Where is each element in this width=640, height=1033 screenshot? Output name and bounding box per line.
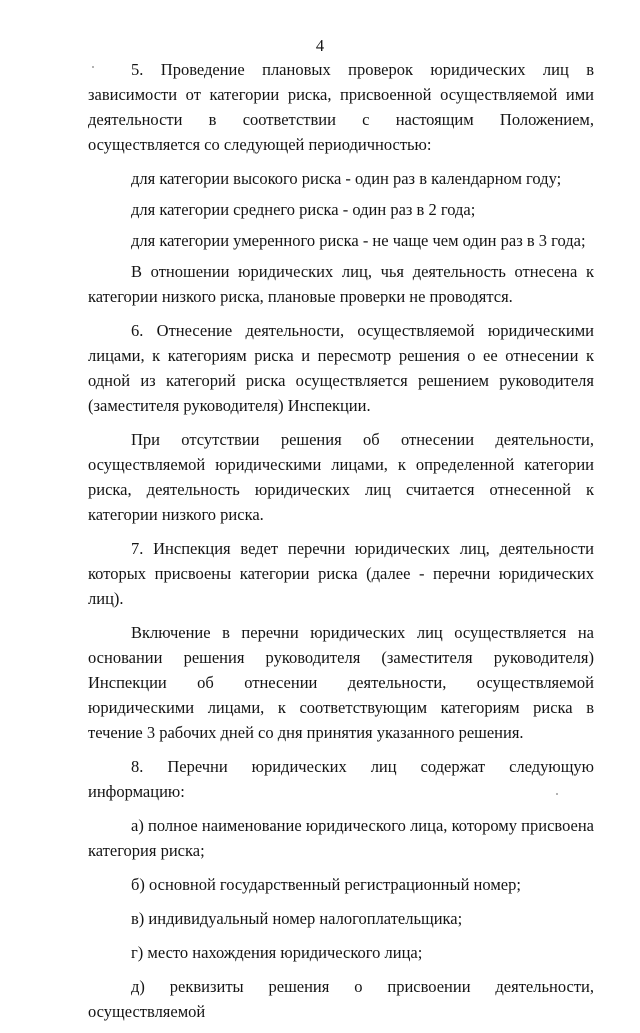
list-item-a: а) полное наименование юридического лица, которому присвоена категория риска; xyxy=(88,816,594,860)
list-item-b: б) основной государственный регистрационный номер; xyxy=(131,875,521,894)
list-item-d: д) реквизиты решения о присвоении деятельности, осуществляемой xyxy=(88,977,594,1021)
paragraph-clause-8: 8. Перечни юридических лиц содержат следующую информацию: xyxy=(88,757,594,801)
page-number: 4 xyxy=(315,36,325,55)
paragraph-no-decision: При отсутствии решения об отнесении деятельности, осуществляемой юридическими лицами, к определенной категории риска, деятельность юридических лиц считается отнесенной к категории низкого риска. xyxy=(88,430,594,524)
document-body xyxy=(88,57,594,1033)
list-item-medium-risk: для категории среднего риска - один раз в 2 года; xyxy=(131,200,476,219)
paragraph-clause-6: 6. Отнесение деятельности, осуществляемой юридическими лицами, к категориям риска и пересмотр решения о ее отнесении к одной из категорий риска осуществляется решением руководителя (заместителя руководителя) Инспекции. xyxy=(88,321,594,415)
paragraph-low-risk: В отношении юридических лиц, чья деятельность отнесена к категории низкого риска, плановые проверки не проводятся. xyxy=(88,262,594,306)
paragraph-clause-5: 5. Проведение плановых проверок юридических лиц в зависимости от категории риска, присвоенной осуществляемой ими деятельности в соответствии с настоящим Положением, осуществляется со следующей периодичностью: xyxy=(88,60,594,154)
scan-speck xyxy=(556,793,558,795)
list-item-moderate-risk: для категории умеренного риска - не чаще чем один раз в 3 года; xyxy=(131,231,586,250)
paragraph-clause-7: 7. Инспекция ведет перечни юридических лиц, деятельности которых присвоены категории риска (далее - перечни юридических лиц). xyxy=(88,539,594,608)
list-item-v: в) индивидуальный номер налогоплательщика; xyxy=(131,909,463,928)
scan-speck xyxy=(92,66,94,68)
list-item-g: г) место нахождения юридического лица; xyxy=(131,943,423,962)
list-item-high-risk: для категории высокого риска - один раз в календарном году; xyxy=(131,169,562,188)
paragraph-inclusion: Включение в перечни юридических лиц осуществляется на основании решения руководителя (заместителя руководителя) Инспекции об отнесении деятельности, осуществляемой юридическими лицами, к соответствующим категориям риска в течение 3 рабочих дней со дня принятия указанного решения. xyxy=(88,623,594,742)
